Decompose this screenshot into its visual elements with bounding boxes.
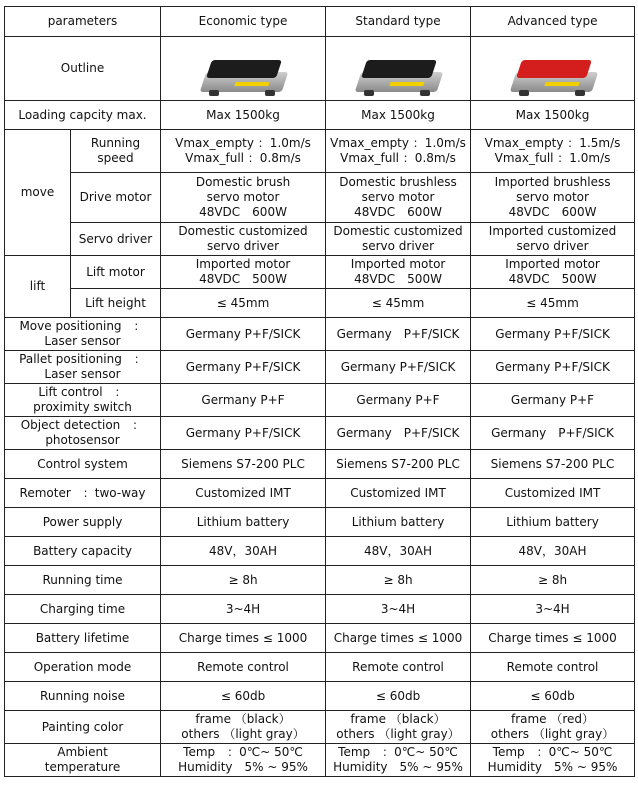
agv-economic-image <box>195 52 291 100</box>
loading-label: Loading capcity max. <box>5 101 161 130</box>
servo-driver-standard: Domestic customized servo driver <box>326 223 471 256</box>
lift-height-row <box>5 289 635 318</box>
pallet-positioning-label: Pallet positioning ： Laser sensor <box>5 351 161 384</box>
battery-lifetime-advanced: Charge times ≤ 1000 <box>471 624 635 653</box>
object-detection-label: Object detection ： photosensor <box>5 417 161 450</box>
spec-sheet <box>4 6 634 777</box>
charging-time-row <box>5 595 635 624</box>
operation-mode-label: Operation mode <box>5 653 161 682</box>
servo-driver-economic: Domestic customized servo driver <box>161 223 326 256</box>
move-positioning-standard: Germany P+F/SICK <box>326 318 471 351</box>
operation-mode-standard: Remote control <box>326 653 471 682</box>
power-supply-advanced: Lithium battery <box>471 508 635 537</box>
header-parameters: parameters <box>5 7 161 37</box>
ambient-temperature-advanced: Temp ：0℃~ 50℃ Humidity 5% ~ 95% <box>471 744 635 777</box>
agv-standard-image <box>350 52 446 100</box>
operation-mode-row <box>5 653 635 682</box>
running-speed-standard: Vmax_empty ：1.0m/s Vmax_full ：0.8m/s <box>326 130 471 173</box>
remoter-standard: Customized IMT <box>326 479 471 508</box>
header-advanced: Advanced type <box>471 7 635 37</box>
object-detection-economic: Germany P+F/SICK <box>161 417 326 450</box>
outline-standard-cell <box>326 37 471 101</box>
lift-height-standard: ≤ 45mm <box>326 289 471 318</box>
outline-row <box>5 37 635 101</box>
battery-lifetime-standard: Charge times ≤ 1000 <box>326 624 471 653</box>
lift-control-label: Lift control ： proximity switch <box>5 384 161 417</box>
running-noise-advanced: ≤ 60db <box>471 682 635 711</box>
object-detection-standard: Germany P+F/SICK <box>326 417 471 450</box>
running-speed-label: Running speed <box>71 130 161 173</box>
running-time-row <box>5 566 635 595</box>
loading-advanced: Max 1500kg <box>471 101 635 130</box>
remoter-economic: Customized IMT <box>161 479 326 508</box>
power-supply-economic: Lithium battery <box>161 508 326 537</box>
lift-motor-economic: Imported motor 48VDC 500W <box>161 256 326 289</box>
remoter-label: Remoter ：two-way <box>5 479 161 508</box>
remoter-row <box>5 479 635 508</box>
pallet-positioning-advanced: Germany P+F/SICK <box>471 351 635 384</box>
lift-control-standard: Germany P+F <box>326 384 471 417</box>
power-supply-label: Power supply <box>5 508 161 537</box>
running-noise-label: Running noise <box>5 682 161 711</box>
painting-color-economic: frame （black） others （light gray） <box>161 711 326 744</box>
lift-height-economic: ≤ 45mm <box>161 289 326 318</box>
running-time-standard: ≥ 8h <box>326 566 471 595</box>
move-positioning-row <box>5 318 635 351</box>
running-speed-economic: Vmax_empty ：1.0m/s Vmax_full ：0.8m/s <box>161 130 326 173</box>
servo-driver-label: Servo driver <box>71 223 161 256</box>
lift-motor-row <box>5 256 635 289</box>
outline-label: Outline <box>5 37 161 101</box>
charging-time-advanced: 3~4H <box>471 595 635 624</box>
ambient-temperature-standard: Temp ：0℃~ 50℃ Humidity 5% ~ 95% <box>326 744 471 777</box>
lift-group-label: lift <box>5 256 71 318</box>
spec-table <box>4 6 635 777</box>
servo-driver-advanced: Imported customized servo driver <box>471 223 635 256</box>
pallet-positioning-standard: Germany P+F/SICK <box>326 351 471 384</box>
lift-height-label: Lift height <box>71 289 161 318</box>
drive-motor-advanced: Imported brushless servo motor 48VDC 600W <box>471 173 635 223</box>
header-standard: Standard type <box>326 7 471 37</box>
lift-height-advanced: ≤ 45mm <box>471 289 635 318</box>
header-row <box>5 7 635 37</box>
drive-motor-economic: Domestic brush servo motor 48VDC 600W <box>161 173 326 223</box>
lift-control-economic: Germany P+F <box>161 384 326 417</box>
move-positioning-label: Move positioning ： Laser sensor <box>5 318 161 351</box>
battery-capacity-standard: 48V，30AH <box>326 537 471 566</box>
power-supply-standard: Lithium battery <box>326 508 471 537</box>
control-system-standard: Siemens S7-200 PLC <box>326 450 471 479</box>
servo-driver-row <box>5 223 635 256</box>
outline-economic-cell <box>161 37 326 101</box>
move-positioning-advanced: Germany P+F/SICK <box>471 318 635 351</box>
object-detection-advanced: Germany P+F/SICK <box>471 417 635 450</box>
battery-lifetime-label: Battery lifetime <box>5 624 161 653</box>
charging-time-standard: 3~4H <box>326 595 471 624</box>
painting-color-advanced: frame （red） others （light gray） <box>471 711 635 744</box>
control-system-advanced: Siemens S7-200 PLC <box>471 450 635 479</box>
painting-color-label: Painting color <box>5 711 161 744</box>
running-noise-row <box>5 682 635 711</box>
battery-capacity-advanced: 48V，30AH <box>471 537 635 566</box>
loading-row <box>5 101 635 130</box>
running-noise-economic: ≤ 60db <box>161 682 326 711</box>
battery-capacity-row <box>5 537 635 566</box>
battery-lifetime-economic: Charge times ≤ 1000 <box>161 624 326 653</box>
loading-economic: Max 1500kg <box>161 101 326 130</box>
lift-motor-label: Lift motor <box>71 256 161 289</box>
object-detection-row <box>5 417 635 450</box>
pallet-positioning-row <box>5 351 635 384</box>
control-system-row <box>5 450 635 479</box>
operation-mode-economic: Remote control <box>161 653 326 682</box>
drive-motor-standard: Domestic brushless servo motor 48VDC 600W <box>326 173 471 223</box>
move-positioning-economic: Germany P+F/SICK <box>161 318 326 351</box>
running-time-economic: ≥ 8h <box>161 566 326 595</box>
ambient-temperature-economic: Temp ：0℃~ 50℃ Humidity 5% ~ 95% <box>161 744 326 777</box>
battery-lifetime-row <box>5 624 635 653</box>
power-supply-row <box>5 508 635 537</box>
running-speed-row <box>5 130 635 173</box>
operation-mode-advanced: Remote control <box>471 653 635 682</box>
painting-color-row <box>5 711 635 744</box>
running-time-label: Running time <box>5 566 161 595</box>
running-speed-advanced: Vmax_empty ：1.5m/s Vmax_full ：1.0m/s <box>471 130 635 173</box>
charging-time-economic: 3~4H <box>161 595 326 624</box>
running-noise-standard: ≤ 60db <box>326 682 471 711</box>
ambient-temperature-row <box>5 744 635 777</box>
charging-time-label: Charging time <box>5 595 161 624</box>
battery-capacity-economic: 48V，30AH <box>161 537 326 566</box>
remoter-advanced: Customized IMT <box>471 479 635 508</box>
lift-control-row <box>5 384 635 417</box>
painting-color-standard: frame （black） others （light gray） <box>326 711 471 744</box>
control-system-economic: Siemens S7-200 PLC <box>161 450 326 479</box>
lift-motor-advanced: Imported motor 48VDC 500W <box>471 256 635 289</box>
battery-capacity-label: Battery capacity <box>5 537 161 566</box>
move-group-label: move <box>5 130 71 256</box>
drive-motor-row <box>5 173 635 223</box>
header-economic: Economic type <box>161 7 326 37</box>
outline-advanced-cell <box>471 37 635 101</box>
lift-control-advanced: Germany P+F <box>471 384 635 417</box>
lift-motor-standard: Imported motor 48VDC 500W <box>326 256 471 289</box>
loading-standard: Max 1500kg <box>326 101 471 130</box>
running-time-advanced: ≥ 8h <box>471 566 635 595</box>
ambient-temperature-label: Ambient temperature <box>5 744 161 777</box>
agv-advanced-image <box>505 52 601 100</box>
control-system-label: Control system <box>5 450 161 479</box>
drive-motor-label: Drive motor <box>71 173 161 223</box>
pallet-positioning-economic: Germany P+F/SICK <box>161 351 326 384</box>
